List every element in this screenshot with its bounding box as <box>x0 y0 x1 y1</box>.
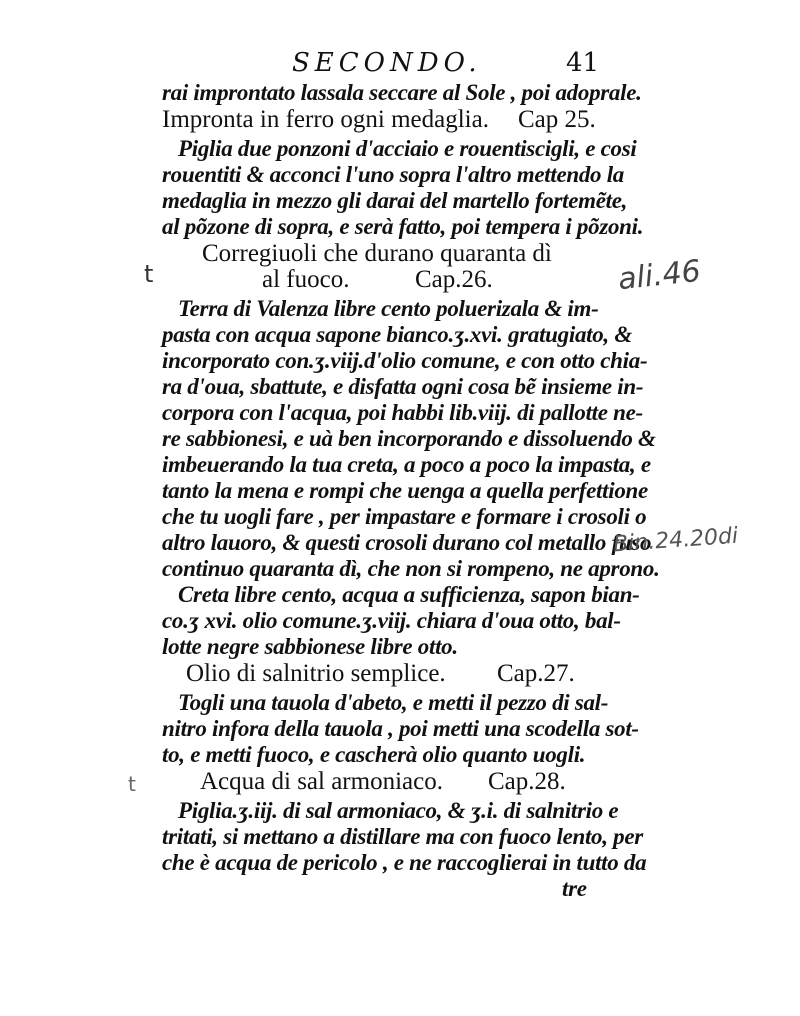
page-number: 41 <box>566 48 600 78</box>
chapter-number: Cap.28. <box>488 768 566 795</box>
catchword: tre <box>562 876 587 901</box>
text-line: che è acqua de pericolo , e ne raccoglierai in tutto da <box>162 850 647 875</box>
text-line: continuo quaranta dì, che non si rompeno, ne aprono. <box>162 556 660 581</box>
text-line: Creta libre cento, acqua a sufficienza, sapon bian- <box>178 582 640 607</box>
chapter-number: Cap.27. <box>497 660 575 687</box>
text-line: imbeuerando la tua creta, a poco a poco la impasta, e <box>162 452 651 477</box>
chapter-heading: Impronta in ferro ogni medaglia. <box>162 106 489 133</box>
text-line: rai improntato lassala seccare al Sole , poi adoprale. <box>162 80 642 105</box>
handwritten-margin-note: Bin.24.20di <box>612 523 739 558</box>
text-line: al põzone di sopra, e serà fatto, poi tempera i põzoni. <box>162 214 644 239</box>
text-line: altro lauoro, & questi crosoli durano col metallo fuso <box>162 530 652 555</box>
text-line: rouentiti & acconci l'uno sopra l'altro mettendo la <box>162 162 624 187</box>
text-line: lotte negre sabbionese libre otto. <box>162 634 458 659</box>
text-line: incorporato con.ʒ.viij.d'olio comune, e con otto chia- <box>162 348 648 373</box>
text-line: Piglia.ʒ.iij. di sal armoniaco, & ʒ.i. di salnitrio e <box>178 798 619 823</box>
text-line: to, e metti fuoco, e cascherà olio quanto uogli. <box>162 742 586 767</box>
handwritten-margin-note: ali.46 <box>616 253 703 298</box>
chapter-heading: Corregiuoli che durano quaranta dì <box>202 240 552 267</box>
text-line: Piglia due ponzoni d'acciaio e rouentiscigli, e cosi <box>178 136 637 161</box>
text-line: tanto la mena e rompi che uenga a quella perfettione <box>162 478 648 503</box>
running-title: SECONDO. <box>292 48 482 78</box>
chapter-heading: Olio di salnitrio semplice. <box>186 660 446 687</box>
margin-mark: t <box>128 772 136 796</box>
text-line: corpora con l'acqua, poi habbi lib.viij. di pallotte ne- <box>162 400 643 425</box>
text-line: re sabbionesi, e uà ben incorporando e dissoluendo & <box>162 426 656 451</box>
text-line: medaglia in mezzo gli darai del martello fortemẽte, <box>162 188 628 213</box>
margin-mark: t <box>144 260 154 288</box>
text-line: co.ʒ xvi. olio comune.ʒ.viij. chiara d'oua otto, bal- <box>162 608 621 633</box>
text-line: ra d'oua, sbattute, e disfatta ogni cosa bẽ insieme in- <box>162 374 644 399</box>
chapter-number: Cap.26. <box>415 266 493 293</box>
chapter-heading: al fuoco. <box>262 266 350 293</box>
chapter-number: Cap 25. <box>518 106 596 133</box>
text-line: pasta con acqua sapone bianco.ʒ.xvi. gratugiato, & <box>162 322 632 347</box>
text-line: Togli una tauola d'abeto, e metti il pezzo di sal- <box>178 690 609 715</box>
text-line: Terra di Valenza libre cento poluerizala & im- <box>178 296 599 321</box>
text-line: che tu uogli fare , per impastare e formare i crosoli o <box>162 504 647 529</box>
chapter-heading: Acqua di sal armoniaco. <box>200 768 443 795</box>
text-line: nitro infora della tauola , poi metti una scodella sot- <box>162 716 639 741</box>
text-line: tritati, si mettano a distillare ma con fuoco lento, per <box>162 824 643 849</box>
